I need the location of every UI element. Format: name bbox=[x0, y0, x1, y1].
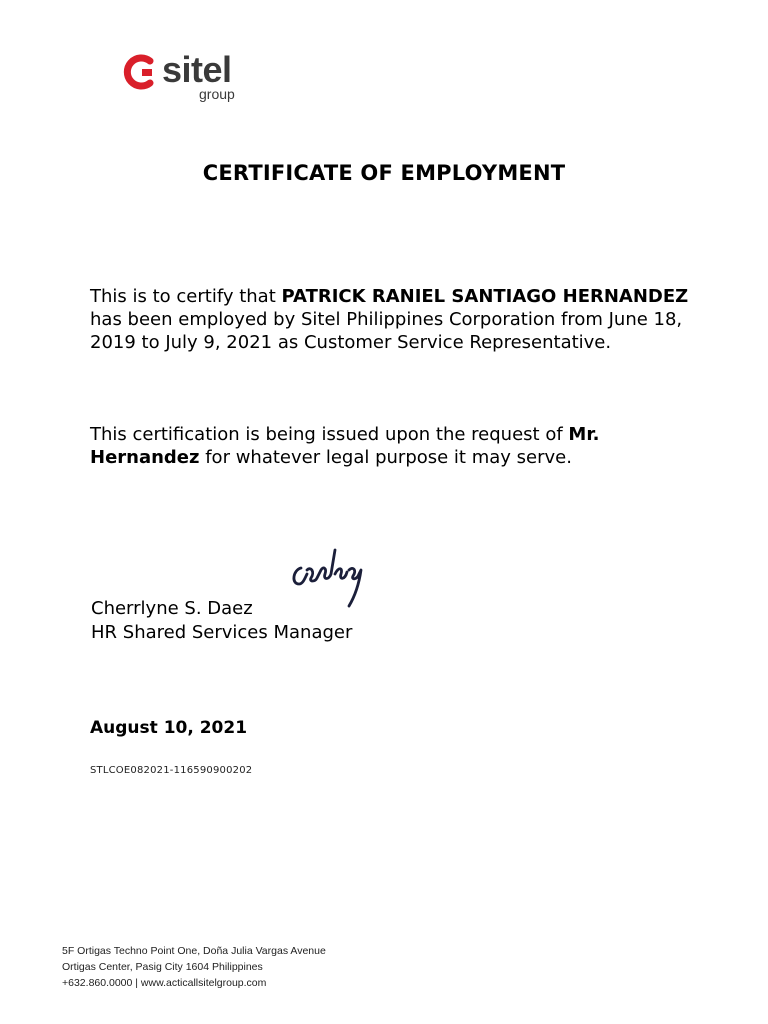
footer-line-3: +632.860.0000 | www.acticallsitelgroup.com bbox=[62, 977, 267, 989]
employment-details: has been employed by Sitel Philippines Corporation from June 18, 2019 to July 9, 2021 as Customer Service Representative. bbox=[90, 309, 683, 353]
signatory-name: Cherrlyne S. Daez bbox=[91, 598, 253, 619]
company-logo bbox=[120, 48, 260, 108]
footer-line-1: 5F Ortigas Techno Point One, Doña Julia Vargas Avenue bbox=[62, 945, 326, 957]
purpose-intro: This certification is being issued upon the request of bbox=[90, 424, 569, 445]
employee-name: PATRICK RANIEL SANTIAGO HERNANDEZ bbox=[281, 286, 689, 307]
purpose-details: for whatever legal purpose it may serve. bbox=[199, 447, 572, 468]
footer-line-2: Ortigas Center, Pasig City 1604 Philippines bbox=[62, 961, 263, 973]
purpose-paragraph bbox=[90, 423, 690, 469]
reference-number: STLCOE082021-116590900202 bbox=[90, 765, 253, 776]
issue-date: August 10, 2021 bbox=[90, 718, 248, 738]
sitel-logo-icon bbox=[120, 52, 160, 92]
logo-subtitle: group bbox=[199, 86, 235, 102]
signatory-position: HR Shared Services Manager bbox=[91, 622, 353, 643]
footer-address bbox=[62, 943, 326, 991]
document-title: CERTIFICATE OF EMPLOYMENT bbox=[202, 161, 566, 185]
logo-wordmark: sitel bbox=[162, 49, 232, 90]
signatory-block bbox=[91, 597, 352, 645]
certification-paragraph bbox=[90, 285, 690, 354]
paragraph-intro: This is to certify that bbox=[90, 286, 282, 307]
requester-name: Mr. Hernandez bbox=[90, 424, 600, 468]
